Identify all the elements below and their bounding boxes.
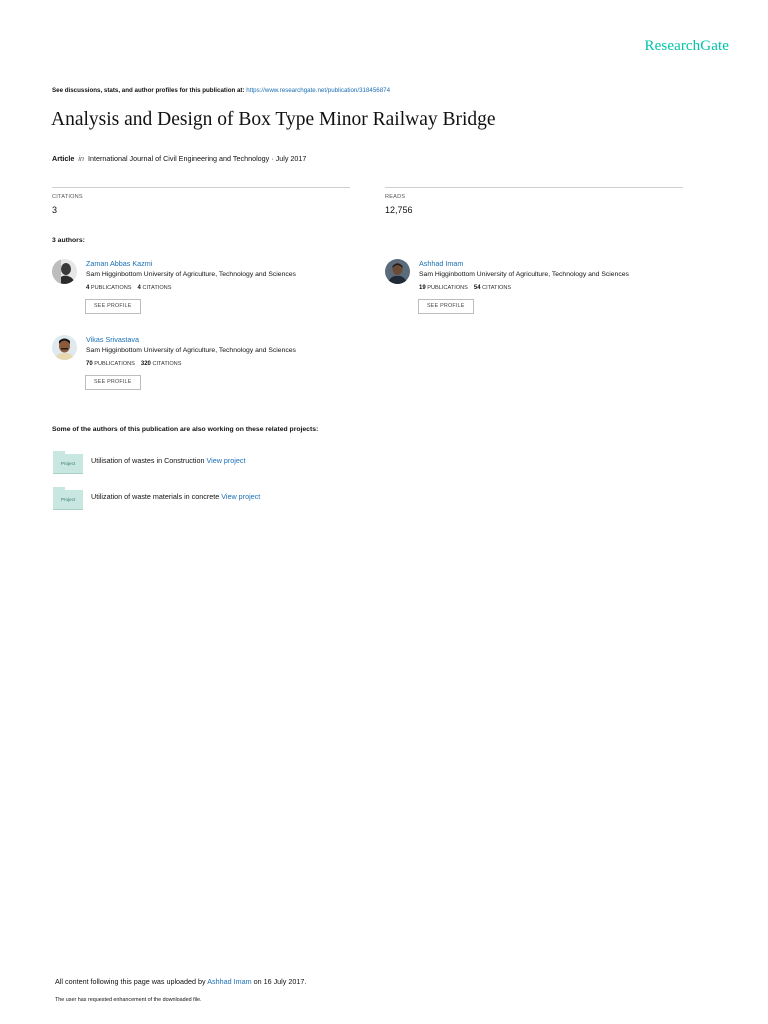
view-project-link[interactable]: View project [206, 456, 246, 465]
journal-name: International Journal of Civil Engineering and Technology · July 2017 [87, 154, 307, 163]
author-stats: 70 PUBLICATIONS 320 CITATIONS [86, 361, 182, 367]
see-profile-button[interactable]: SEE PROFILE [85, 299, 141, 314]
upload-suffix: on 16 July 2017. [253, 977, 307, 986]
upload-prefix: All content following this page was uploaded by [55, 977, 206, 986]
in-label: in [78, 154, 84, 163]
divider-citations [52, 187, 350, 188]
avatar[interactable] [52, 335, 77, 360]
author-name-link[interactable]: Vikas Srivastava [86, 335, 139, 344]
discussion-prefix: See discussions, stats, and author profiles for this publication at: [52, 87, 245, 94]
view-project-link[interactable]: View project [221, 492, 261, 501]
researchgate-logo[interactable]: ResearchGate [644, 38, 729, 54]
citations-value: 3 [52, 205, 58, 215]
project-text [91, 492, 260, 501]
authors-heading: 3 authors: [52, 237, 85, 244]
project-text [91, 456, 245, 465]
divider-reads [385, 187, 683, 188]
reads-label: READS [385, 194, 406, 200]
article-type: Article [52, 154, 75, 163]
project-folder-icon [53, 487, 83, 509]
author-card [385, 259, 705, 323]
author-stats: 19 PUBLICATIONS 54 CITATIONS [419, 285, 512, 291]
project-item [53, 451, 453, 477]
author-affiliation: Sam Higginbottom University of Agriculture, Technology and Sciences [419, 271, 629, 278]
discussion-line [52, 87, 390, 94]
citations-label: CITATIONS [52, 194, 83, 200]
author-affiliation: Sam Higginbottom University of Agriculture, Technology and Sciences [86, 347, 296, 354]
author-name-link[interactable]: Ashhad Imam [419, 259, 464, 268]
publication-meta [52, 154, 306, 163]
reads-value: 12,756 [385, 205, 413, 215]
project-item [53, 487, 453, 513]
project-folder-icon [53, 451, 83, 473]
avatar[interactable] [52, 259, 77, 284]
author-name-link[interactable]: Zaman Abbas Kazmi [86, 259, 153, 268]
project-icon-label: Project [60, 497, 76, 502]
project-icon-label: Project [60, 461, 76, 466]
related-projects-heading: Some of the authors of this publication are also working on these related projects: [52, 426, 319, 433]
project-title: Utilization of waste materials in concrete [91, 492, 220, 501]
project-title: Utilisation of wastes in Construction [91, 456, 205, 465]
author-affiliation: Sam Higginbottom University of Agriculture, Technology and Sciences [86, 271, 296, 278]
uploader-link[interactable]: Ashhad Imam [207, 977, 252, 986]
upload-info [55, 977, 306, 986]
enhancement-note: The user has requested enhancement of the downloaded file. [55, 997, 202, 1003]
author-card [52, 335, 372, 399]
author-stats: 4 PUBLICATIONS 4 CITATIONS [86, 285, 172, 291]
publication-url-link[interactable]: https://www.researchgate.net/publication/318456874 [246, 87, 391, 94]
see-profile-button[interactable]: SEE PROFILE [85, 375, 141, 390]
publication-title: Analysis and Design of Box Type Minor Railway Bridge [51, 109, 496, 130]
author-card [52, 259, 372, 323]
see-profile-button[interactable]: SEE PROFILE [418, 299, 474, 314]
avatar[interactable] [385, 259, 410, 284]
